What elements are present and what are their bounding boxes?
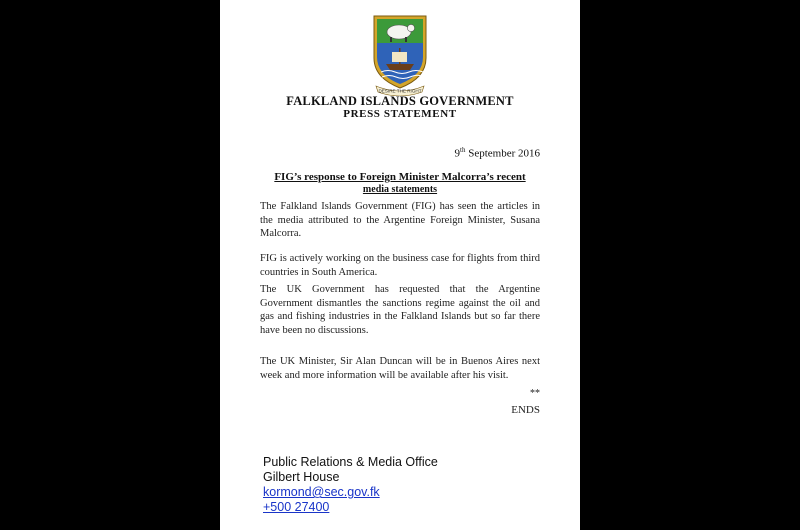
crest-motto-text: DESIRE THE RIGHT — [378, 88, 422, 94]
body-paragraph-1: The Falkland Islands Government (FIG) has seen the articles in the media attributed to the Argentine Foreign Minister, Susana Malcorra. — [260, 201, 540, 240]
body-paragraph-4: The UK Minister, Sir Alan Duncan will be in Buenos Aires next week and more information will be available after his visit. — [260, 356, 540, 381]
contact-office: Public Relations & Media Office — [263, 455, 438, 469]
closing-stars: ** — [530, 388, 540, 399]
press-statement-page — [220, 0, 580, 530]
falkland-islands-coat-of-arms-icon — [368, 12, 432, 96]
contact-phone-link[interactable]: +500 27400 — [263, 500, 330, 514]
body-paragraph-2: FIG is actively working on the business case for flights from third countries in South America. — [260, 253, 540, 278]
document-type: PRESS STATEMENT — [343, 108, 457, 120]
contact-building: Gilbert House — [263, 470, 340, 484]
date-suffix: th — [460, 146, 466, 154]
headline-line-1: FIG’s response to Foreign Minister Malcorra’s recent — [274, 171, 526, 183]
closing-ends: ENDS — [511, 404, 540, 416]
date-month-year: September 2016 — [468, 147, 540, 160]
organization-name: FALKLAND ISLANDS GOVERNMENT — [286, 94, 514, 108]
body-paragraph-3: The UK Government has requested that the Argentine Government dismantles the sanctions regime against the oil and gas and fishing industries in the Falkland Islands but so far there have been no discussions. — [260, 284, 540, 336]
statement-date — [455, 146, 541, 160]
headline-line-2: media statements — [362, 184, 438, 195]
date-day: 9 — [454, 147, 460, 160]
contact-email-link[interactable]: kormond@sec.gov.fk — [263, 485, 380, 499]
